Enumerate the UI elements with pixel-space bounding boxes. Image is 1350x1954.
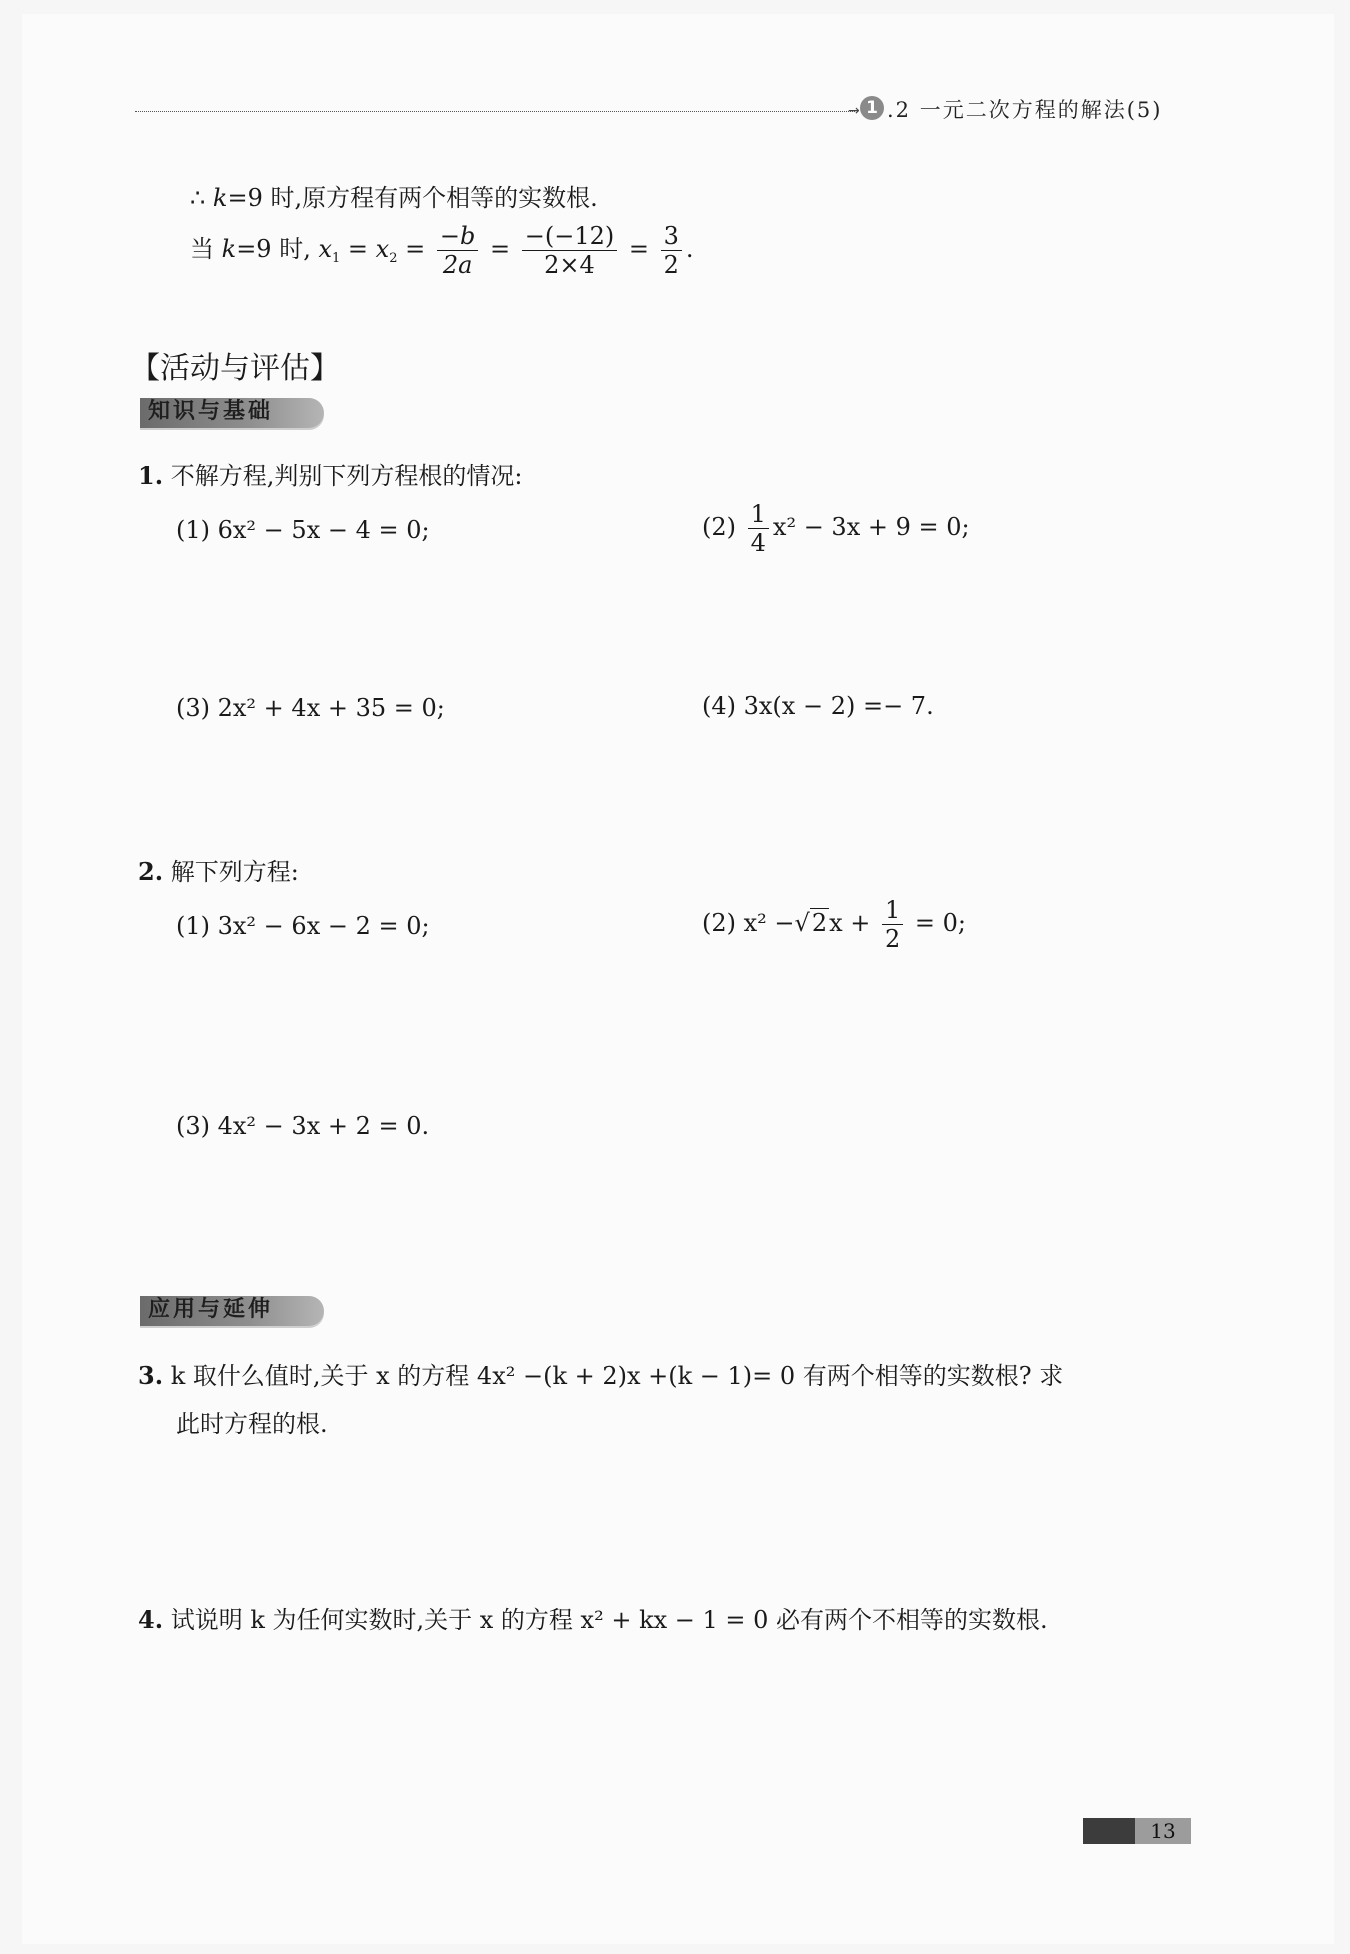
q2-part-2: [702, 896, 966, 953]
sqrt-icon: √: [794, 909, 810, 937]
subscript-1: 1: [332, 251, 341, 266]
question-number: 1.: [138, 461, 164, 490]
fraction-result: [661, 222, 682, 279]
question-2-text: 解下列方程:: [170, 858, 299, 886]
question-3-line-1: k 取什么值时,关于 x 的方程 4x² −(k + 2)x +(k − 1)= 0 有两个相等的实数根? 求: [170, 1362, 1064, 1390]
q1-part-1: (1) 6x² − 5x − 4 = 0;: [176, 516, 430, 544]
banner-application-extension: 应用与延伸: [140, 1296, 324, 1326]
banner-knowledge-basics: 知识与基础: [140, 398, 324, 428]
question-number: 2.: [138, 857, 164, 886]
question-3-line-2: 此时方程的根.: [176, 1410, 328, 1438]
question-number: 4.: [138, 1605, 164, 1634]
fraction-one-half: [882, 896, 903, 953]
part-label: (2): [702, 513, 744, 541]
fraction-denominator: 4: [750, 529, 766, 557]
header-dotted-line: [135, 111, 855, 112]
chapter-number-badge: 1: [860, 96, 884, 120]
intro-line-2-prefix: 当: [190, 235, 222, 263]
fraction-denominator: 2: [885, 925, 901, 953]
sqrt-radicand: 2: [811, 909, 828, 937]
intro-line-1: [190, 178, 598, 213]
q2-part-3: (3) 4x² − 3x + 2 = 0.: [176, 1112, 430, 1140]
intro-line-2: [190, 222, 694, 279]
page-number-box: [1083, 1818, 1191, 1844]
page-number: 13: [1135, 1818, 1191, 1844]
q2-part-2-term-a: x² −: [743, 909, 795, 937]
fraction-denominator: 2×4: [544, 251, 595, 279]
question-1: [138, 456, 522, 491]
therefore-symbol: ∴: [190, 184, 213, 212]
fraction-substituted: [522, 222, 617, 279]
question-3: [138, 1356, 1063, 1391]
intro-line-2-mid: =9 时,: [236, 235, 311, 263]
fraction-numerator: 1: [748, 500, 769, 529]
fraction-numerator: 3: [661, 222, 682, 251]
equals-sign: =: [482, 235, 518, 263]
q1-part-2-text: x² − 3x + 9 = 0;: [772, 513, 970, 541]
equals-sign: =: [621, 235, 657, 263]
var-k: k: [221, 235, 237, 263]
fraction-neg-b-over-2a: [437, 222, 478, 279]
fraction-denominator: 2: [663, 251, 679, 279]
fraction-numerator: 1: [882, 896, 903, 925]
q1-part-3: (3) 2x² + 4x + 35 = 0;: [176, 694, 445, 722]
page: [22, 14, 1334, 1944]
equals-sign: =: [340, 235, 376, 263]
question-4-text: 试说明 k 为任何实数时,关于 x 的方程 x² + kx − 1 = 0 必有两个不相等的实数根.: [170, 1606, 1048, 1634]
fraction-numerator: −b: [437, 222, 478, 251]
fraction-numerator: −(−12): [522, 222, 617, 251]
q2-part-1: (1) 3x² − 6x − 2 = 0;: [176, 912, 430, 940]
part-label: (2): [702, 909, 744, 937]
q1-part-4: (4) 3x(x − 2) =− 7.: [702, 692, 934, 720]
q1-part-2: [702, 500, 970, 557]
intro-line-1-text: =9 时,原方程有两个相等的实数根.: [227, 184, 598, 212]
var-x1: x: [318, 235, 333, 263]
var-k: k: [212, 184, 228, 212]
page-number-bar: [1083, 1818, 1135, 1844]
header-arrow-icon: →: [848, 103, 860, 119]
question-4: [138, 1600, 1048, 1635]
question-2: [138, 852, 299, 887]
section-header-title: .2 一元二次方程的解法(5): [887, 98, 1163, 122]
q2-part-2-text: = 0;: [907, 909, 967, 937]
question-1-text: 不解方程,判别下列方程根的情况:: [170, 462, 523, 490]
var-x2: x: [375, 235, 390, 263]
equals-sign: =: [397, 235, 433, 263]
period: .: [685, 235, 694, 263]
question-number: 3.: [138, 1361, 164, 1390]
subscript-2: 2: [389, 251, 398, 266]
section-title: 【活动与评估】: [130, 351, 340, 386]
q2-part-2-term-b: x +: [829, 909, 879, 937]
fraction-one-quarter: [748, 500, 769, 557]
fraction-denominator: 2a: [442, 251, 473, 279]
